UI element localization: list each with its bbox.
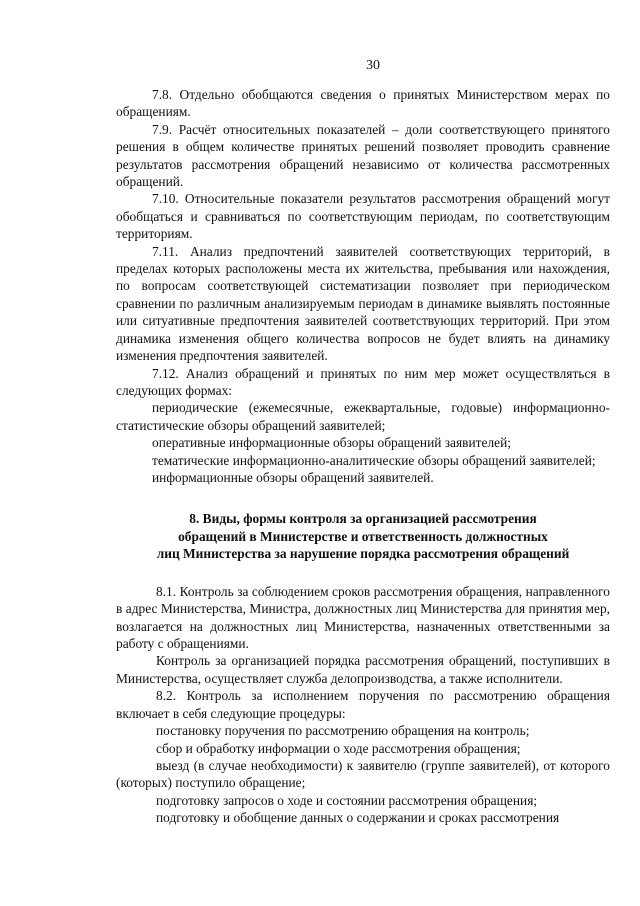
list-item-info-reviews: информационные обзоры обращений заявителей.	[152, 469, 434, 485]
paragraph-control-organization: Контроль за организацией порядка рассмотрения обращений, поступивших в Министерства, осуществляет служба делопроизводства, а также исполнители.	[116, 653, 610, 686]
paragraph-7-9: 7.9. Расчёт относительных показателей – доли соответствующего принятого решения в общем количестве принятых решений позволяет проводить сравнение результатов рассмотрения обращений независимо от количества рассмотренных обращений.	[116, 121, 610, 190]
paragraph-7-12: 7.12. Анализ обращений и принятых по ним мер может осуществляться в следующих формах:	[116, 365, 610, 398]
list-item-data-summary: подготовку и обобщение данных о содержании и сроках рассмотрения	[156, 810, 560, 826]
list-item-visit: выезд (в случае необходимости) к заявителю (группе заявителей), от которого (которых) поступило обращение;	[116, 757, 610, 791]
section-7-body	[116, 86, 610, 486]
list-item-operative-reviews: оперативные информационные обзоры обращений заявителей;	[152, 435, 511, 451]
list-item-info-collection: сбор и обработку информации о ходе рассмотрения обращения;	[156, 740, 521, 756]
paragraph-7-11: 7.11. Анализ предпочтений заявителей соответствующих территорий, в пределах которых расположены места их жительства, пребывания или нахождения, по вопросам соответствующей систематизации позволяет при периодическом сравнении по различным анализируемым периодам в динамике выявлять постоянные или ситуативные предпочтения заявителей соответствующих территорий. При этом динамика изменения общего количества вопросов не будет влиять на динамику изменения предпочтения заявителей.	[116, 243, 610, 364]
paragraph-8-2: 8.2. Контроль за исполнением поручения по рассмотрению обращения включает в себя следующие процедуры:	[116, 688, 610, 721]
list-item-thematic-reviews: тематические информационно-аналитические обзоры обращений заявителей;	[152, 452, 596, 468]
paragraph-8-1: 8.1. Контроль за соблюдением сроков рассмотрения обращения, направленного в адрес Министерства, Министра, должностных лиц Министерства для принятия мер, возлагается на должностных лиц Министерства, назначенных ответственными за работу с обращениями.	[116, 583, 610, 652]
list-item-periodic-reviews: периодические (ежемесячные, ежеквартальные, годовые) информационно-статистические обзоры обращений заявителей;	[116, 400, 610, 433]
list-item-control-setup: постановку поручения по рассмотрению обращения на контроль;	[156, 723, 530, 739]
heading-line: обращений в Министерстве и ответственность должностных	[178, 528, 548, 544]
list-item-requests: подготовку запросов о ходе и состоянии рассмотрения обращения;	[156, 792, 538, 808]
page-number: 30	[366, 58, 380, 73]
section-8-heading	[116, 510, 610, 563]
paragraph-7-10: 7.10. Относительные показатели результатов рассмотрения обращений могут обобщаться и сравниваться по соответствующим периодам, по соответствующим территориям.	[116, 191, 610, 242]
heading-line: 8. Виды, формы контроля за организацией рассмотрения	[189, 511, 537, 527]
heading-line: лиц Министерства за нарушение порядка рассмотрения обращений	[156, 546, 570, 562]
paragraph-7-8: 7.8. Отдельно обобщаются сведения о принятых Министерством мерах по обращениям.	[116, 87, 610, 120]
section-8-body	[116, 583, 610, 827]
